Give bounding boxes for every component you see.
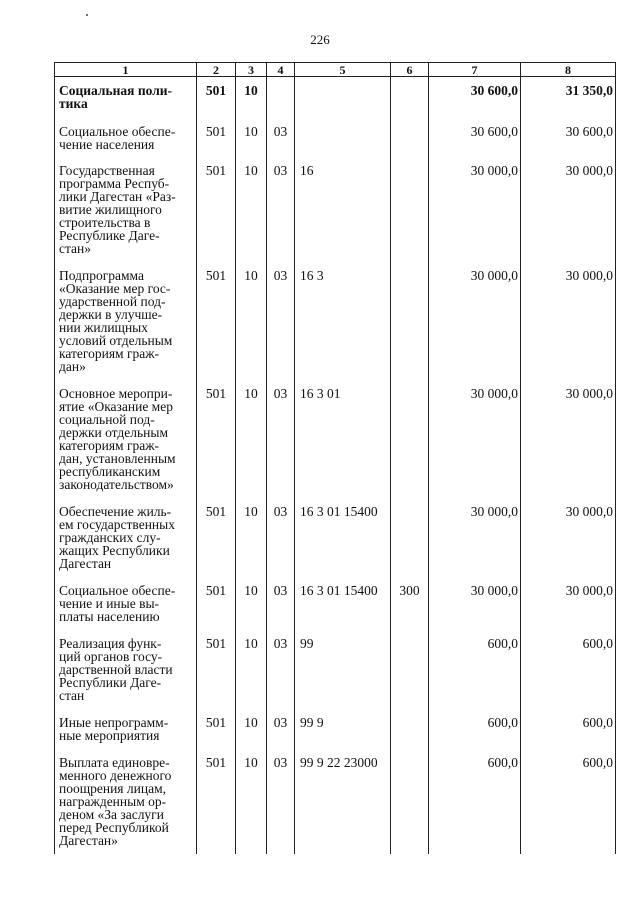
amount-cell-8-text: 30 000,0 [565,162,613,178]
code-cell-2 [197,744,236,854]
code-cell-4-text: 03 [273,582,288,598]
code-cell-3-text: 10 [244,162,258,178]
amount-cell-7-text: 30 000,0 [470,582,518,598]
row-name-cell [55,375,197,493]
code-cell-6 [391,572,429,625]
code-cell-6 [391,257,429,375]
code-cell-4-text: 03 [273,123,288,139]
row-name-cell [55,625,197,704]
budget-table [54,62,616,854]
code-cell-5-text: 99 [300,635,314,651]
code-cell-5 [295,257,391,375]
code-cell-3-text: 10 [244,267,258,283]
amount-cell-7 [429,572,521,625]
amount-cell-7 [429,704,521,744]
amount-cell-7-text: 30 000,0 [470,385,518,401]
amount-cell-7-text: 30 600,0 [470,123,518,139]
amount-cell-8-text: 30 000,0 [565,503,613,519]
code-cell-4-text: 03 [273,162,288,178]
code-cell-6 [391,375,429,493]
code-cell-4-text: 03 [273,385,288,401]
code-cell-4 [267,77,295,112]
amount-cell-8-text: 30 000,0 [565,267,613,283]
table-row [55,152,616,257]
code-cell-5 [295,744,391,854]
code-cell-4-text: 03 [273,503,288,519]
code-cell-4-text: 03 [273,267,288,283]
code-cell-4 [267,375,295,493]
code-cell-3 [236,152,267,257]
code-cell-2 [197,625,236,704]
row-name-cell-text: Реализация функ- ций органов госу- дарственной власти Республики Даге- стан [59,635,173,703]
code-cell-2-text: 501 [205,123,227,139]
code-cell-6 [391,744,429,854]
row-name-cell [55,112,197,152]
code-cell-4-text: 03 [273,635,288,651]
amount-cell-8 [521,152,616,257]
table-row [55,625,616,704]
code-cell-2-text: 501 [205,385,227,401]
column-header-4: 4 [267,63,295,77]
row-name-cell-text: Выплата единовре- менного денежного поощрения лицам, награжденным ор- деном «За заслуги перед Республикой Дагестан» [59,754,172,848]
code-cell-4 [267,152,295,257]
code-cell-6 [391,77,429,112]
code-cell-6 [391,493,429,572]
page-number: 226 [310,32,330,47]
code-cell-2 [197,572,236,625]
amount-cell-7-text: 30 600,0 [470,83,518,98]
code-cell-6 [391,625,429,704]
code-cell-2-text: 501 [205,714,227,730]
code-cell-5-text: 16 3 [300,267,324,283]
code-cell-6 [391,704,429,744]
code-cell-5-text: 99 9 22 23000 [300,754,378,770]
column-header-8: 8 [521,63,616,77]
code-cell-3 [236,572,267,625]
column-header-7: 7 [429,63,521,77]
table-row [55,112,616,152]
code-cell-2 [197,704,236,744]
amount-cell-7 [429,744,521,854]
code-cell-3 [236,112,267,152]
amount-cell-7-text: 600,0 [487,754,518,770]
header-row [55,63,616,77]
code-cell-2-text: 501 [205,754,227,770]
code-cell-2-text: 501 [205,267,227,283]
code-cell-3 [236,704,267,744]
amount-cell-8-text: 600,0 [582,754,613,770]
amount-cell-8 [521,572,616,625]
code-cell-5 [295,572,391,625]
amount-cell-8-text: 600,0 [582,635,613,651]
code-cell-5-text: 16 3 01 15400 [300,582,378,598]
code-cell-5-text: 16 3 01 15400 [300,503,378,519]
code-cell-5 [295,493,391,572]
code-cell-3-text: 10 [244,635,258,651]
code-cell-2 [197,375,236,493]
amount-cell-8-text: 30 000,0 [565,385,613,401]
code-cell-4 [267,704,295,744]
code-cell-2 [197,257,236,375]
row-name-cell-text: Обеспечение жиль- ем государственных гражданских слу- жащих Республики Дагестан [59,503,175,571]
code-cell-4 [267,493,295,572]
amount-cell-8 [521,375,616,493]
code-cell-5-text: 16 3 01 [300,385,341,401]
amount-cell-8 [521,625,616,704]
amount-cell-8 [521,704,616,744]
amount-cell-7-text: 30 000,0 [470,162,518,178]
code-cell-3-text: 10 [244,714,258,730]
code-cell-5 [295,375,391,493]
amount-cell-8 [521,112,616,152]
table-row [55,744,616,854]
code-cell-3-text: 10 [244,123,258,139]
table-row [55,704,616,744]
code-cell-4-text: 03 [273,754,288,770]
row-name-cell [55,257,197,375]
amount-cell-7 [429,112,521,152]
amount-cell-8-text: 31 350,0 [565,83,613,98]
amount-cell-8 [521,77,616,112]
table-header [55,63,616,77]
amount-cell-7 [429,152,521,257]
amount-cell-8-text: 30 600,0 [565,123,613,139]
row-name-cell-text: Государственная программа Респуб- лики Дагестан «Раз- витие жилищного строительства в Республике Даге- стан» [59,162,176,256]
code-cell-2-text: 501 [205,83,227,98]
amount-cell-7-text: 30 000,0 [470,503,518,519]
code-cell-5 [295,77,391,112]
code-cell-3-text: 10 [244,83,258,98]
row-name-cell-text: Иные непрограмм- ные мероприятия [59,714,169,743]
code-cell-2-text: 501 [205,635,227,651]
row-name-cell [55,152,197,257]
code-cell-4 [267,572,295,625]
row-name-cell [55,744,197,854]
row-name-cell-text: Социальное обеспе- чение населения [59,123,176,152]
amount-cell-8 [521,257,616,375]
amount-cell-7-text: 600,0 [487,714,518,730]
amount-cell-7 [429,257,521,375]
table-row [55,77,616,112]
column-header-1: 1 [55,63,197,77]
code-cell-5 [295,152,391,257]
code-cell-6-text: 300 [399,582,420,598]
code-cell-2 [197,112,236,152]
code-cell-5-text: 99 9 [300,714,324,730]
code-cell-5 [295,112,391,152]
amount-cell-7 [429,375,521,493]
code-cell-3 [236,257,267,375]
column-header-2: 2 [197,63,236,77]
code-cell-3-text: 10 [244,754,258,770]
column-header-3: 3 [236,63,267,77]
code-cell-4 [267,112,295,152]
code-cell-6 [391,112,429,152]
code-cell-3 [236,375,267,493]
row-name-cell-text: Подпрограмма «Оказание мер гос- ударственной под- держки в улучше- нии жилищных условий отдельным категориям граж- дан» [59,267,173,374]
amount-cell-8 [521,493,616,572]
code-cell-4 [267,257,295,375]
code-cell-4 [267,625,295,704]
table-body [55,77,616,854]
amount-cell-8-text: 30 000,0 [565,582,613,598]
column-header-5: 5 [295,63,391,77]
amount-cell-8-text: 600,0 [582,714,613,730]
row-name-cell-text: Социальное обеспе- чение и иные вы- платы населению [59,582,176,624]
amount-cell-8 [521,744,616,854]
amount-cell-7-text: 600,0 [487,635,518,651]
row-name-cell-text: Социальная поли- тика [59,83,173,111]
code-cell-5 [295,625,391,704]
code-cell-3 [236,77,267,112]
amount-cell-7 [429,493,521,572]
scan-speck [86,14,88,16]
row-name-cell [55,572,197,625]
code-cell-5 [295,704,391,744]
amount-cell-7 [429,625,521,704]
code-cell-4-text: 03 [273,714,288,730]
table-row [55,572,616,625]
code-cell-2 [197,77,236,112]
code-cell-2-text: 501 [205,503,227,519]
row-name-cell [55,493,197,572]
code-cell-3 [236,744,267,854]
code-cell-3 [236,625,267,704]
code-cell-2 [197,152,236,257]
code-cell-6 [391,152,429,257]
column-header-6: 6 [391,63,429,77]
code-cell-3-text: 10 [244,385,258,401]
table-row [55,375,616,493]
row-name-cell [55,704,197,744]
code-cell-2 [197,493,236,572]
code-cell-2-text: 501 [205,582,227,598]
code-cell-5-text: 16 [300,162,314,178]
table-row [55,257,616,375]
code-cell-3-text: 10 [244,503,258,519]
amount-cell-7 [429,77,521,112]
code-cell-4 [267,744,295,854]
code-cell-2-text: 501 [205,162,227,178]
table-row [55,493,616,572]
code-cell-3-text: 10 [244,582,258,598]
row-name-cell-text: Основное меропри- ятие «Оказание мер социальной под- держки отдельным категориям граж- дан, установленным республиканским законодательством» [59,385,176,492]
amount-cell-7-text: 30 000,0 [470,267,518,283]
row-name-cell [55,77,197,112]
code-cell-3 [236,493,267,572]
